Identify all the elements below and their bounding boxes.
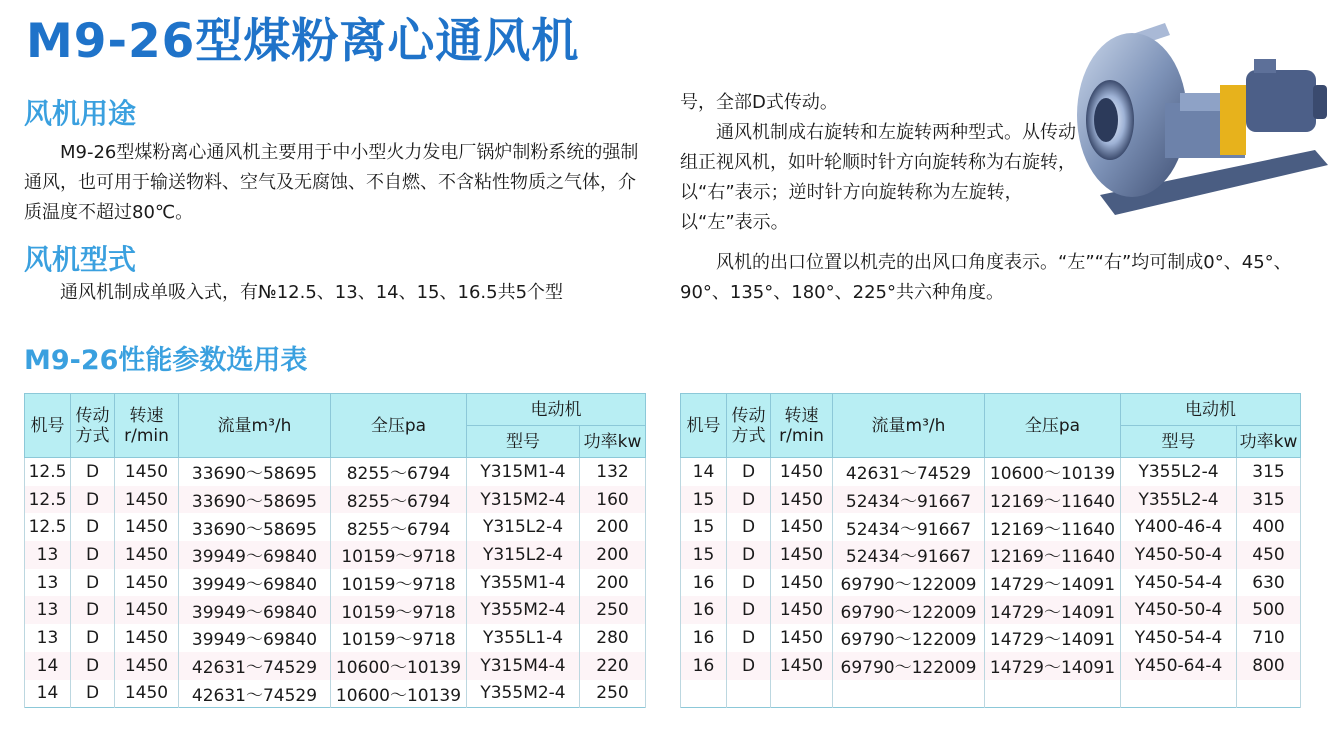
cell-no: 15 xyxy=(681,486,727,514)
cell-pressure: 8255～6794 xyxy=(331,458,467,486)
col-header-speed: 转速r/min xyxy=(771,394,833,458)
cell-drive: D xyxy=(71,541,115,569)
type-paragraph xyxy=(24,278,646,308)
cell-drive: D xyxy=(727,652,771,680)
cell-motor-model: Y450-54-4 xyxy=(1121,569,1237,597)
cell-no: 13 xyxy=(25,569,71,597)
cell-speed: 1450 xyxy=(115,596,179,624)
cell-no: 16 xyxy=(681,652,727,680)
cell-motor-model: Y450-50-4 xyxy=(1121,596,1237,624)
col-header-motor: 电动机 xyxy=(467,394,646,426)
usage-text: M9-26型煤粉离心通风机主要用于中小型火力发电厂锅炉制粉系统的强制通风，也可用于输送物料、空气及无腐蚀、不自燃、不含粘性物质之气体，介质温度不超过80℃。 xyxy=(24,142,639,223)
cell-pressure: 10159～9718 xyxy=(331,624,467,652)
cell-drive: D xyxy=(71,624,115,652)
cell-drive: D xyxy=(727,596,771,624)
cell-motor-power: 220 xyxy=(580,652,646,680)
table-row xyxy=(25,596,646,624)
table-row xyxy=(25,680,646,708)
cell-motor-model: Y315M2-4 xyxy=(467,486,580,514)
cell-motor-power: 315 xyxy=(1237,486,1301,514)
cell-drive: D xyxy=(71,596,115,624)
performance-table-left xyxy=(24,393,646,708)
cell-speed: 1450 xyxy=(115,624,179,652)
cell-flow: 52434～91667 xyxy=(833,513,985,541)
cell-motor-power: 630 xyxy=(1237,569,1301,597)
col-header-model: 型号 xyxy=(467,426,580,458)
cell-speed: 1450 xyxy=(771,486,833,514)
page-title: M9-26型煤粉离心通风机 xyxy=(26,14,580,69)
cell-motor-power: 200 xyxy=(580,541,646,569)
cell-flow: 33690～58695 xyxy=(179,458,331,486)
table-row xyxy=(681,624,1301,652)
cell-speed: 1450 xyxy=(115,569,179,597)
table-row xyxy=(681,652,1301,680)
cell-flow: 33690～58695 xyxy=(179,513,331,541)
col-header-drive: 传动方式 xyxy=(71,394,115,458)
cell-drive: D xyxy=(71,680,115,708)
cell-motor-model: Y355L2-4 xyxy=(1121,458,1237,486)
cell-pressure: 10600～10139 xyxy=(331,680,467,708)
cell-pressure: 14729～14091 xyxy=(985,624,1121,652)
cell-drive: D xyxy=(727,486,771,514)
cell-pressure: 10600～10139 xyxy=(985,458,1121,486)
table-row xyxy=(681,569,1301,597)
fan-product-image xyxy=(1070,15,1330,225)
cell-no: 12.5 xyxy=(25,486,71,514)
cell-flow: 69790～122009 xyxy=(833,569,985,597)
cell-motor-power: 160 xyxy=(580,486,646,514)
cell-flow: 42631～74529 xyxy=(179,680,331,708)
cell-drive: D xyxy=(71,458,115,486)
cell-pressure: 14729～14091 xyxy=(985,596,1121,624)
cell-motor-model: Y355M2-4 xyxy=(467,596,580,624)
cell-motor-power: 450 xyxy=(1237,541,1301,569)
cell-motor-model: Y355L2-4 xyxy=(1121,486,1237,514)
cell-motor-model: Y355M1-4 xyxy=(467,569,580,597)
cell-pressure: 14729～14091 xyxy=(985,652,1121,680)
cell-drive: D xyxy=(727,569,771,597)
cell-drive: D xyxy=(727,541,771,569)
cell-no: 13 xyxy=(25,624,71,652)
cell-pressure: 12169～11640 xyxy=(985,486,1121,514)
cell-motor-power: 132 xyxy=(580,458,646,486)
col-header-flow: 流量m³/h xyxy=(179,394,331,458)
col-header-model: 型号 xyxy=(1121,426,1237,458)
type-heading: 风机型式 xyxy=(24,243,137,276)
table-heading: M9-26性能参数选用表 xyxy=(24,345,308,376)
table-row xyxy=(25,652,646,680)
cell-no: 15 xyxy=(681,513,727,541)
cell-speed: 1450 xyxy=(115,513,179,541)
cell-motor-model: Y450-50-4 xyxy=(1121,541,1237,569)
cell-flow: 33690～58695 xyxy=(179,486,331,514)
cell-drive: D xyxy=(727,513,771,541)
cell-speed: 1450 xyxy=(115,652,179,680)
cell-pressure: 12169～11640 xyxy=(985,541,1121,569)
type-text: 通风机制成单吸入式，有№12.5、13、14、15、16.5共5个型 xyxy=(60,282,564,303)
col-header-no: 机号 xyxy=(25,394,71,458)
cell-speed: 1450 xyxy=(115,486,179,514)
cell-motor-model: Y315L2-4 xyxy=(467,513,580,541)
cell-drive: D xyxy=(71,486,115,514)
cell-flow xyxy=(833,680,985,708)
cell-no: 14 xyxy=(25,680,71,708)
col-header-pressure: 全压pa xyxy=(331,394,467,458)
cell-no: 12.5 xyxy=(25,513,71,541)
cell-pressure: 8255～6794 xyxy=(331,486,467,514)
table-row xyxy=(681,513,1301,541)
col-header-power: 功率kw xyxy=(580,426,646,458)
table-row xyxy=(25,541,646,569)
cell-speed: 1450 xyxy=(771,541,833,569)
cell-no: 12.5 xyxy=(25,458,71,486)
cell-flow: 39949～69840 xyxy=(179,569,331,597)
cell-no xyxy=(681,680,727,708)
cell-drive: D xyxy=(71,513,115,541)
cell-motor-power: 800 xyxy=(1237,652,1301,680)
cell-no: 16 xyxy=(681,569,727,597)
cell-flow: 69790～122009 xyxy=(833,652,985,680)
table-row xyxy=(25,569,646,597)
cell-drive: D xyxy=(727,458,771,486)
cell-motor-power: 500 xyxy=(1237,596,1301,624)
cell-motor-power xyxy=(1237,680,1301,708)
right-paragraph-bottom xyxy=(680,248,1310,308)
cell-speed: 1450 xyxy=(771,652,833,680)
cell-speed: 1450 xyxy=(771,513,833,541)
cell-pressure: 8255～6794 xyxy=(331,513,467,541)
cell-pressure xyxy=(985,680,1121,708)
col-header-power: 功率kw xyxy=(1237,426,1301,458)
cell-flow: 42631～74529 xyxy=(179,652,331,680)
cell-no: 16 xyxy=(681,624,727,652)
cell-speed: 1450 xyxy=(771,624,833,652)
cell-flow: 39949～69840 xyxy=(179,541,331,569)
cell-speed: 1450 xyxy=(115,680,179,708)
table-row xyxy=(681,596,1301,624)
col-header-motor: 电动机 xyxy=(1121,394,1301,426)
cell-no: 14 xyxy=(25,652,71,680)
cell-motor-model: Y355L1-4 xyxy=(467,624,580,652)
cell-motor-power: 280 xyxy=(580,624,646,652)
cell-motor-model: Y450-64-4 xyxy=(1121,652,1237,680)
cell-motor-power: 200 xyxy=(580,513,646,541)
cell-motor-model: Y315L2-4 xyxy=(467,541,580,569)
cell-drive: D xyxy=(71,652,115,680)
col-header-no: 机号 xyxy=(681,394,727,458)
cell-speed xyxy=(771,680,833,708)
cell-motor-power: 200 xyxy=(580,569,646,597)
right-text-1: 号，全部D式传动。 xyxy=(680,92,838,113)
cell-flow: 52434～91667 xyxy=(833,541,985,569)
table-row xyxy=(681,541,1301,569)
cell-flow: 39949～69840 xyxy=(179,596,331,624)
cell-motor-model: Y450-54-4 xyxy=(1121,624,1237,652)
table-row xyxy=(681,486,1301,514)
cell-motor-model: Y315M1-4 xyxy=(467,458,580,486)
right-text-2: 通风机制成右旋转和左旋转两种型式。从传动组正视风机，如叶轮顺时针方向旋转称为右旋转，以“右”表示；逆时针方向旋转称为左旋转，以“左”表示。 xyxy=(680,122,1076,233)
cell-flow: 42631～74529 xyxy=(833,458,985,486)
cell-flow: 69790～122009 xyxy=(833,624,985,652)
cell-no: 14 xyxy=(681,458,727,486)
cell-speed: 1450 xyxy=(115,541,179,569)
table-row xyxy=(25,486,646,514)
cell-pressure: 10159～9718 xyxy=(331,569,467,597)
cell-motor-model: Y355M2-4 xyxy=(467,680,580,708)
cell-pressure: 10159～9718 xyxy=(331,541,467,569)
col-header-drive: 传动方式 xyxy=(727,394,771,458)
cell-speed: 1450 xyxy=(771,596,833,624)
col-header-speed: 转速r/min xyxy=(115,394,179,458)
cell-no: 15 xyxy=(681,541,727,569)
table-row xyxy=(25,624,646,652)
cell-speed: 1450 xyxy=(771,569,833,597)
right-text-3: 风机的出口位置以机壳的出风口角度表示。“左”“右”均可制成0°、45°、90°、135°、180°、225°共六种角度。 xyxy=(680,252,1292,303)
table-row xyxy=(681,680,1301,708)
cell-no: 13 xyxy=(25,541,71,569)
table-row xyxy=(25,513,646,541)
cell-flow: 69790～122009 xyxy=(833,596,985,624)
table-row xyxy=(681,458,1301,486)
cell-motor-model: Y315M4-4 xyxy=(467,652,580,680)
table-row xyxy=(25,458,646,486)
col-header-pressure: 全压pa xyxy=(985,394,1121,458)
cell-motor-power: 710 xyxy=(1237,624,1301,652)
cell-flow: 39949～69840 xyxy=(179,624,331,652)
cell-speed: 1450 xyxy=(771,458,833,486)
cell-motor-model xyxy=(1121,680,1237,708)
cell-pressure: 12169～11640 xyxy=(985,513,1121,541)
cell-drive xyxy=(727,680,771,708)
cell-motor-power: 250 xyxy=(580,680,646,708)
cell-drive: D xyxy=(727,624,771,652)
cell-pressure: 10159～9718 xyxy=(331,596,467,624)
cell-no: 16 xyxy=(681,596,727,624)
cell-motor-power: 315 xyxy=(1237,458,1301,486)
usage-paragraph xyxy=(24,138,646,228)
usage-heading: 风机用途 xyxy=(24,97,137,130)
right-paragraph-top xyxy=(680,88,1076,238)
performance-table-right xyxy=(680,393,1301,708)
cell-flow: 52434～91667 xyxy=(833,486,985,514)
cell-motor-power: 400 xyxy=(1237,513,1301,541)
cell-motor-model: Y400-46-4 xyxy=(1121,513,1237,541)
cell-drive: D xyxy=(71,569,115,597)
col-header-flow: 流量m³/h xyxy=(833,394,985,458)
cell-motor-power: 250 xyxy=(580,596,646,624)
cell-speed: 1450 xyxy=(115,458,179,486)
cell-pressure: 14729～14091 xyxy=(985,569,1121,597)
cell-pressure: 10600～10139 xyxy=(331,652,467,680)
cell-no: 13 xyxy=(25,596,71,624)
